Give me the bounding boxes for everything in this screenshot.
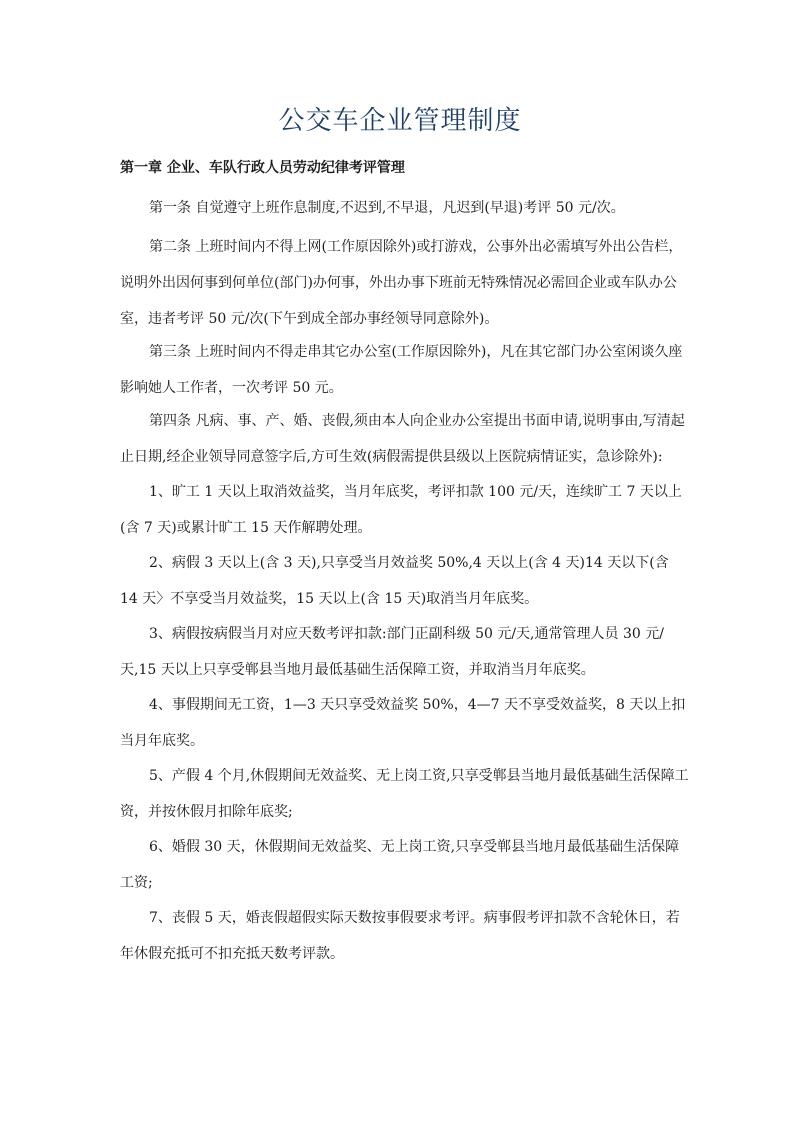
document-title: 公交车企业管理制度 — [278, 106, 522, 136]
article-2: 第二条 上班时间内不得上网(工作原因除外)或打游戏，公事外出必需填写外出公告栏，说明外出因何事到何单位(部门)办何事，外出办事下班前无特殊情况必需回企业或车队办公室，违者考评 50 元/次(下午到成全部办事经领导同意除外)。 — [120, 239, 683, 327]
clause-6: 6、婚假 30 天，休假期间无效益奖、无上岗工资,只享受郸县当地月最低基础生活保障工资; — [120, 839, 680, 891]
clause-2: 2、病假 3 天以上(含 3 天),只享受当月效益奖 50%,4 天以上(含 4 天)14 天以下(含 14 天〉不享受当月效益奖，15 天以上(含 15 天)取消当月年底奖。 — [120, 555, 669, 607]
article-4: 第四条 凡病、事、产、婚、丧假,须由本人向企业办公室提出书面申请,说明事由,写清起止日期,经企业领导同意签字后,方可生效(病假需提供县级以上医院病情证实，急诊除外): — [120, 413, 685, 465]
article-3: 第三条 上班时间内不得走串其它办公室(工作原因除外)，凡在其它部门办公室闲谈久座影响她人工作者，一次考评 50 元。 — [120, 344, 683, 396]
chapter-heading: 第一章 企业、车队行政人员劳动纪律考评管理 — [120, 160, 405, 176]
clause-3: 3、病假按病假当月对应天数考评扣款:部门正副科级 50 元/天,通常管理人员 30 元/天,15 天以上只享受郸县当地月最低基础生活保障工资，并取消当月年底奖。 — [120, 626, 664, 678]
clause-5: 5、产假 4 个月,休假期间无效益奖、无上岗工资,只享受郸县当地月最低基础生活保障工资，并按休假月扣除年底奖; — [120, 768, 689, 820]
article-1: 第一条 自觉遵守上班作息制度,不迟到,不早退，凡迟到(早退)考评 50 元/次。 — [149, 200, 625, 216]
clause-1: 1、旷工 1 天以上取消效益奖，当月年底奖，考评扣款 100 元/天，连续旷工 7 天以上(含 7 天)或累计旷工 15 天作解聘处理。 — [120, 484, 682, 536]
clause-7: 7、丧假 5 天，婚丧假超假实际天数按事假要求考评。病事假考评扣款不含轮休日，若年休假充抵可不扣充抵天数考评款。 — [120, 910, 680, 962]
clause-4: 4、事假期间无工资，1—3 天只享受效益奖 50%，4—7 天不享受效益奖，8 天以上扣当月年底奖。 — [120, 697, 686, 749]
